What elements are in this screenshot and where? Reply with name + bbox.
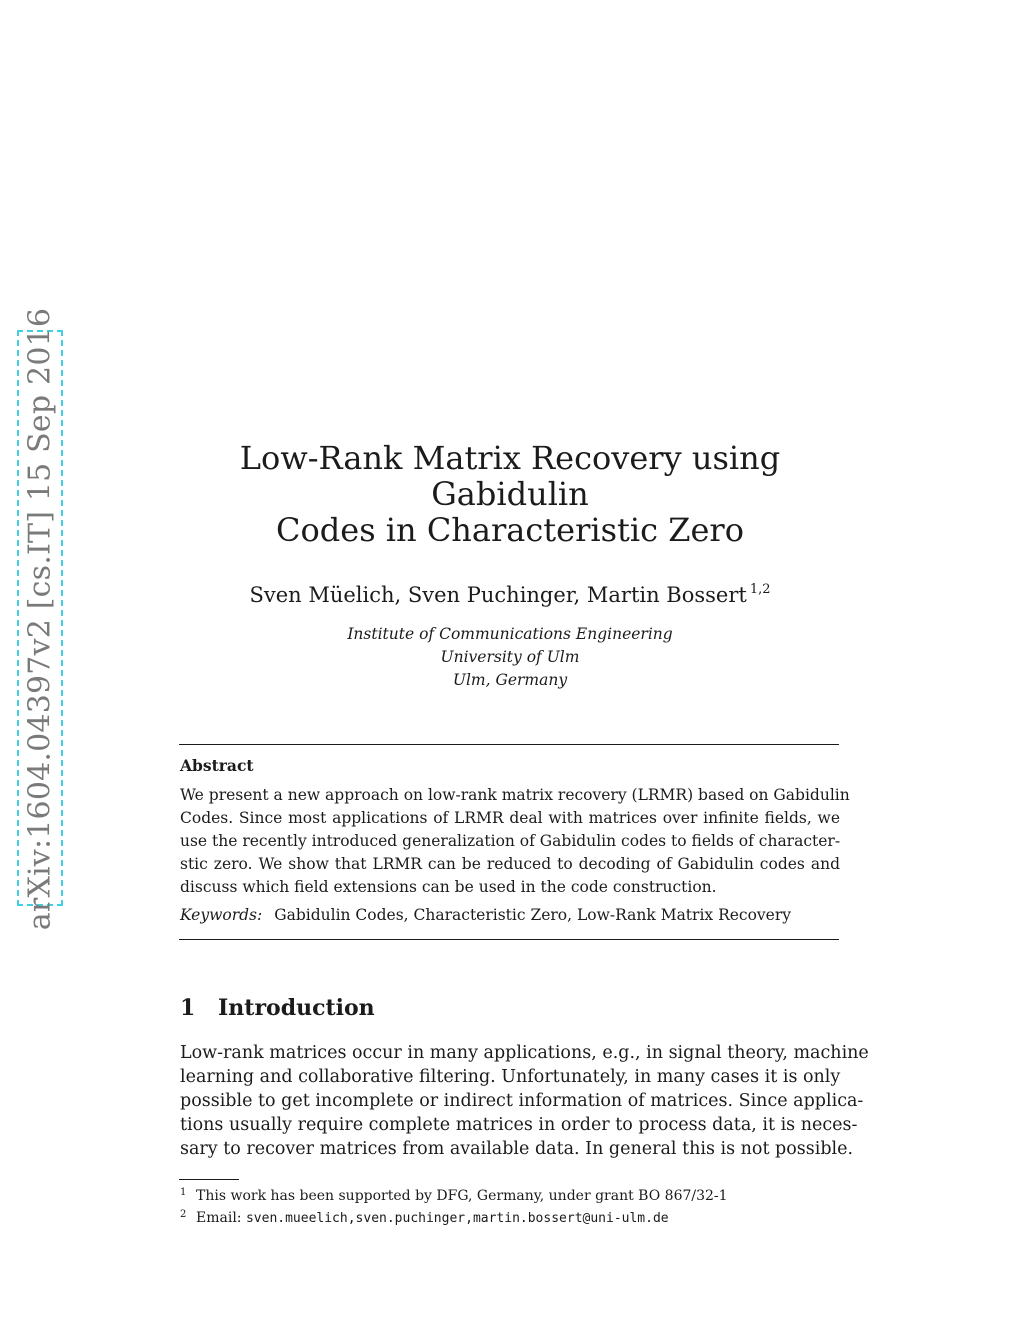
footnote-mark: 2 (180, 1209, 187, 1220)
abstract-top-rule (179, 744, 839, 745)
abstract-line: stic zero. We show that LRMR can be reduced to decoding of Gabidulin codes and (180, 855, 840, 873)
paragraph-line: sary to recover matrices from available data. In general this is not possible. (180, 1139, 854, 1159)
email-addresses[interactable]: sven.mueelich,sven.puchinger,martin.bossert@uni-ulm.de (245, 1211, 669, 1226)
abstract-line: Codes. Since most applications of LRMR deal with matrices over infinite fields, we (180, 809, 840, 827)
author-names: Sven Müelich, Sven Puchinger, Martin Bossert (249, 583, 747, 607)
paper-title (180, 440, 840, 548)
author-footnote-marks: 1,2 (749, 582, 771, 597)
paragraph-line: learning and collaborative filtering. Unfortunately, in many cases it is only (180, 1067, 841, 1087)
abstract-heading: Abstract (180, 756, 254, 775)
abstract-line: We present a new approach on low-rank matrix recovery (LRMR) based on Gabidulin (180, 786, 850, 804)
title-line: Low-Rank Matrix Recovery using Gabidulin (239, 439, 781, 513)
footnote-2 (180, 1206, 669, 1228)
section-title: Introduction (218, 995, 375, 1021)
keywords (180, 905, 791, 925)
abstract-body (180, 784, 850, 899)
footnote-text: This work has been supported by DFG, Germany, under grant BO 867/32-1 (196, 1188, 728, 1204)
affiliation-line: Institute of Communications Engineering (347, 625, 673, 643)
abstract-bottom-rule (179, 939, 839, 940)
abstract-line: discuss which field extensions can be used in the code construction. (180, 878, 717, 896)
abstract-line: use the recently introduced generalization of Gabidulin codes to fields of character- (180, 832, 841, 850)
section-heading (180, 994, 375, 1022)
keywords-label: Keywords: (180, 906, 263, 924)
footnote-rule (179, 1179, 239, 1180)
keywords-list: Gabidulin Codes, Characteristic Zero, Low-Rank Matrix Recovery (274, 906, 792, 924)
paragraph-line: tions usually require complete matrices in order to process data, it is neces- (180, 1115, 858, 1135)
paragraph-line: possible to get incomplete or indirect information of matrices. Since applica- (180, 1091, 864, 1111)
arxiv-identifier: arXiv:1604.04397v2 [cs.IT] 15 Sep 2016 (22, 307, 58, 931)
section-number: 1 (180, 995, 196, 1021)
affiliation-line: University of Ulm (440, 648, 580, 666)
title-line: Codes in Characteristic Zero (276, 511, 744, 549)
paragraph-line: Low-rank matrices occur in many applications, e.g., in signal theory, machine (180, 1043, 869, 1063)
footnote-label: Email: (196, 1210, 242, 1226)
affiliation (180, 623, 840, 692)
affiliation-line: Ulm, Germany (452, 671, 568, 689)
footnote-mark: 1 (180, 1187, 187, 1198)
author-list (180, 576, 840, 609)
introduction-paragraph (180, 1041, 869, 1161)
footnote-1 (180, 1184, 728, 1205)
